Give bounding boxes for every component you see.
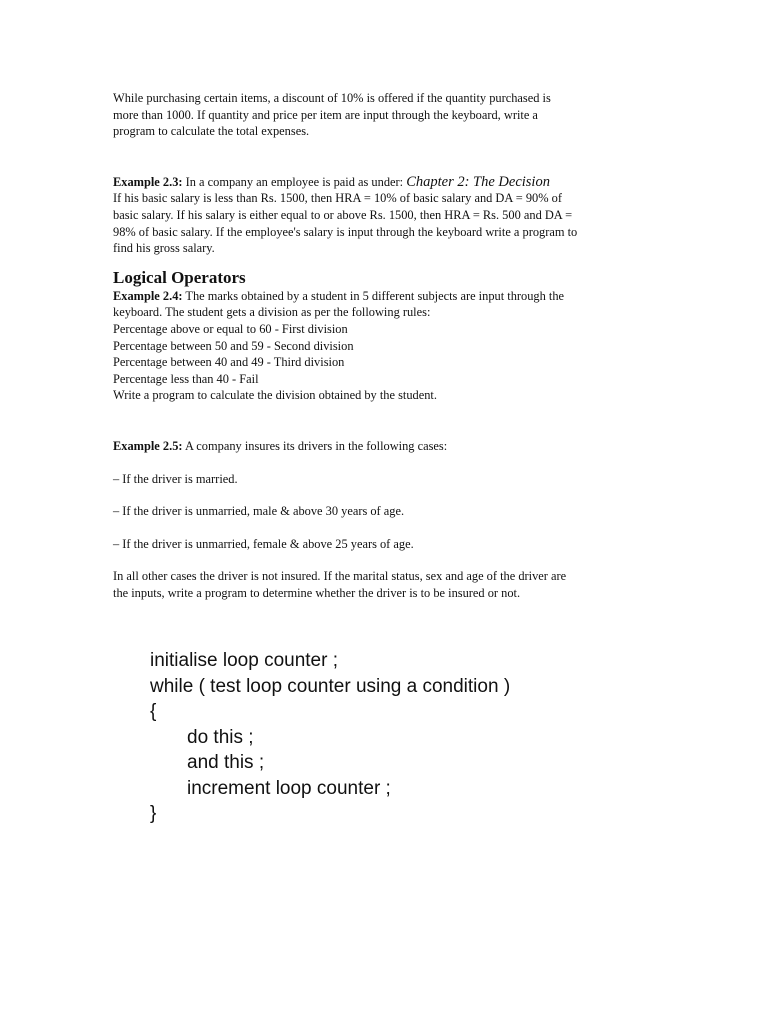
example-2-4 — [113, 288, 658, 404]
insurance-case: – If the driver is married. — [113, 471, 238, 486]
code-line: { — [150, 701, 157, 722]
example-2-5 — [113, 438, 658, 602]
insurance-case: – If the driver is unmarried, female & above 25 years of age. — [113, 536, 414, 551]
code-line: } — [150, 803, 157, 824]
document-page — [113, 90, 658, 601]
example-2-5-final-line: In all other cases the driver is not insured. If the marital status, sex and age of the driver are — [113, 569, 567, 584]
example-2-3-line: If his basic salary is less than Rs. 1500, then HRA = 10% of basic salary and DA = 90% of — [113, 191, 562, 206]
example-2-4-lead: The marks obtained by a student in 5 different subjects are input through the — [182, 288, 565, 303]
insurance-case: – If the driver is unmarried, male & above 30 years of age. — [113, 504, 405, 519]
division-rule: Percentage between 50 and 59 - Second division — [113, 338, 354, 353]
code-line: while ( test loop counter using a condition ) — [150, 675, 511, 697]
code-line: initialise loop counter ; — [150, 650, 338, 671]
intro-line: While purchasing certain items, a discount of 10% is offered if the quantity purchased is — [113, 91, 551, 105]
example-2-3 — [113, 174, 658, 257]
example-2-4-label: Example 2.4: — [113, 288, 183, 303]
example-2-3-lead: In a company an employee is paid as under: — [182, 174, 407, 189]
chapter-running-title: Chapter 2: The Decision — [406, 173, 550, 190]
example-2-5-lead: A company insures its drivers in the following cases: — [182, 438, 448, 453]
example-2-3-label: Example 2.3: — [113, 174, 183, 189]
intro-line: program to calculate the total expenses. — [113, 124, 310, 139]
division-rule: Percentage between 40 and 49 - Third division — [113, 355, 345, 370]
example-2-4-closing: Write a program to calculate the division obtained by the student. — [113, 388, 437, 403]
division-rule: Percentage less than 40 - Fail — [113, 371, 259, 386]
code-line: increment loop counter ; — [187, 777, 391, 799]
section-heading-logical-operators: Logical Operators — [113, 267, 246, 287]
example-2-3-first-line — [113, 174, 658, 191]
example-2-3-line: basic salary. If his salary is either equal to or above Rs. 1500, then HRA = Rs. 500 and DA = — [113, 207, 573, 222]
example-2-3-line: find his gross salary. — [113, 241, 215, 256]
code-line: and this ; — [187, 752, 265, 773]
example-2-5-first-line — [113, 438, 658, 455]
example-2-4-line: keyboard. The student gets a division as per the following rules: — [113, 305, 431, 320]
example-2-5-final — [113, 568, 658, 601]
example-2-3-line: 98% of basic salary. If the employee's salary is input through the keyboard write a program to — [113, 224, 578, 239]
example-2-4-first-line — [113, 288, 658, 305]
example-2-5-final-line: the inputs, write a program to determine whether the driver is to be insured or not. — [113, 585, 521, 600]
code-line: do this ; — [187, 726, 254, 748]
example-2-5-label: Example 2.5: — [113, 438, 183, 453]
division-rule: Percentage above or equal to 60 - First division — [113, 321, 348, 336]
intro-line: more than 1000. If quantity and price per item are input through the keyboard, write a — [113, 107, 538, 122]
while-loop-code-block — [150, 648, 510, 827]
intro-paragraph — [113, 90, 658, 140]
